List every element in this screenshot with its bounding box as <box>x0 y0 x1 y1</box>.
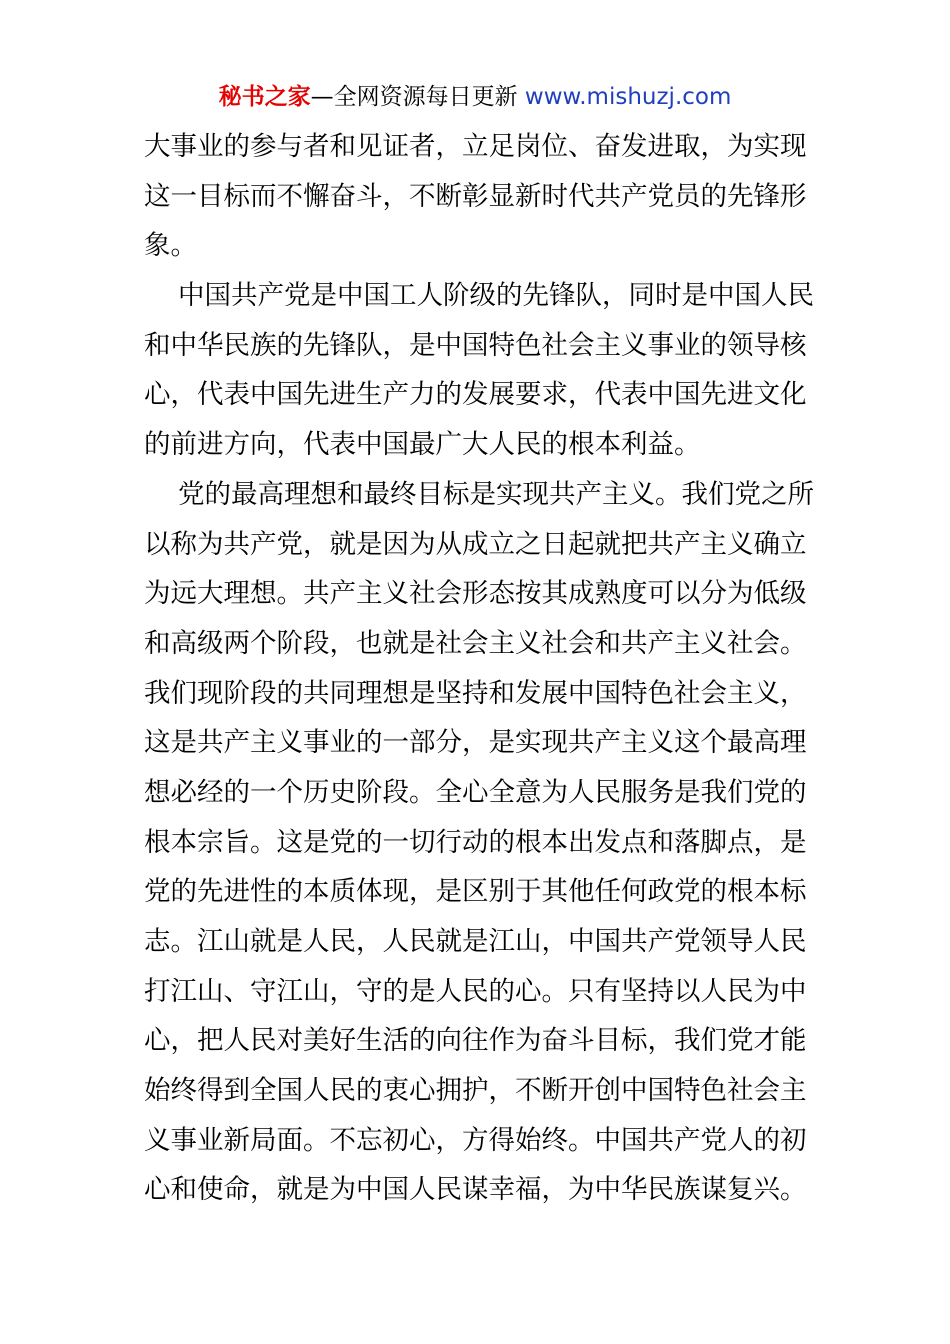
text-line: 义事业新局面。不忘初心，方得始终。中国共产党人的初 <box>144 1124 807 1156</box>
header-tagline: —全网资源每日更新 <box>310 84 525 110</box>
text-line: 想必经的一个历史阶段。全心全意为人民服务是我们党的 <box>144 776 807 808</box>
site-url-link[interactable]: www.mishuzj.com <box>524 84 732 110</box>
paragraph-first-line: 中国共产党是中国工人阶级的先锋队，同时是中国人民 <box>178 280 814 312</box>
text-line: 党的先进性的本质体现，是区别于其他任何政党的根本标 <box>144 876 807 908</box>
text-line: 这一目标而不懈奋斗，不断彰显新时代共产党员的先锋形 <box>144 180 807 212</box>
page-header <box>0 80 950 114</box>
text-line: 这是共产主义事业的一部分，是实现共产主义这个最高理 <box>144 727 807 759</box>
text-line: 根本宗旨。这是党的一切行动的根本出发点和落脚点，是 <box>144 826 807 858</box>
text-line: 我们现阶段的共同理想是坚持和发展中国特色社会主义， <box>144 677 807 709</box>
text-line: 和中华民族的先锋队，是中国特色社会主义事业的领导核 <box>144 329 807 361</box>
text-line: 心和使命，就是为中国人民谋幸福，为中华民族谋复兴。 <box>144 1174 807 1206</box>
text-line: 心，代表中国先进生产力的发展要求，代表中国先进文化 <box>144 379 807 411</box>
text-line: 和高级两个阶段，也就是社会主义社会和共产主义社会。 <box>144 627 807 659</box>
text-line: 的前进方向，代表中国最广大人民的根本利益。 <box>144 429 701 461</box>
paragraph-first-line: 党的最高理想和最终目标是实现共产主义。我们党之所 <box>178 478 814 510</box>
text-line: 志。江山就是人民，人民就是江山，中国共产党领导人民 <box>144 926 807 957</box>
document-body <box>144 122 814 1215</box>
text-line: 始终得到全国人民的衷心拥护，不断开创中国特色社会主 <box>144 1075 807 1107</box>
text-line: 象。 <box>144 230 197 262</box>
text-line: 心，把人民对美好生活的向往作为奋斗目标，我们党才能 <box>144 1025 807 1057</box>
text-line: 为远大理想。共产主义社会形态按其成熟度可以分为低级 <box>144 578 807 610</box>
text-line: 以称为共产党，就是因为从成立之日起就把共产主义确立 <box>144 528 807 560</box>
text-line: 打江山、守江山，守的是人民的心。只有坚持以人民为中 <box>144 975 807 1007</box>
brand-name: 秘书之家 <box>218 84 311 110</box>
text-line: 大事业的参与者和见证者，立足岗位、奋发进取，为实现 <box>144 131 807 162</box>
